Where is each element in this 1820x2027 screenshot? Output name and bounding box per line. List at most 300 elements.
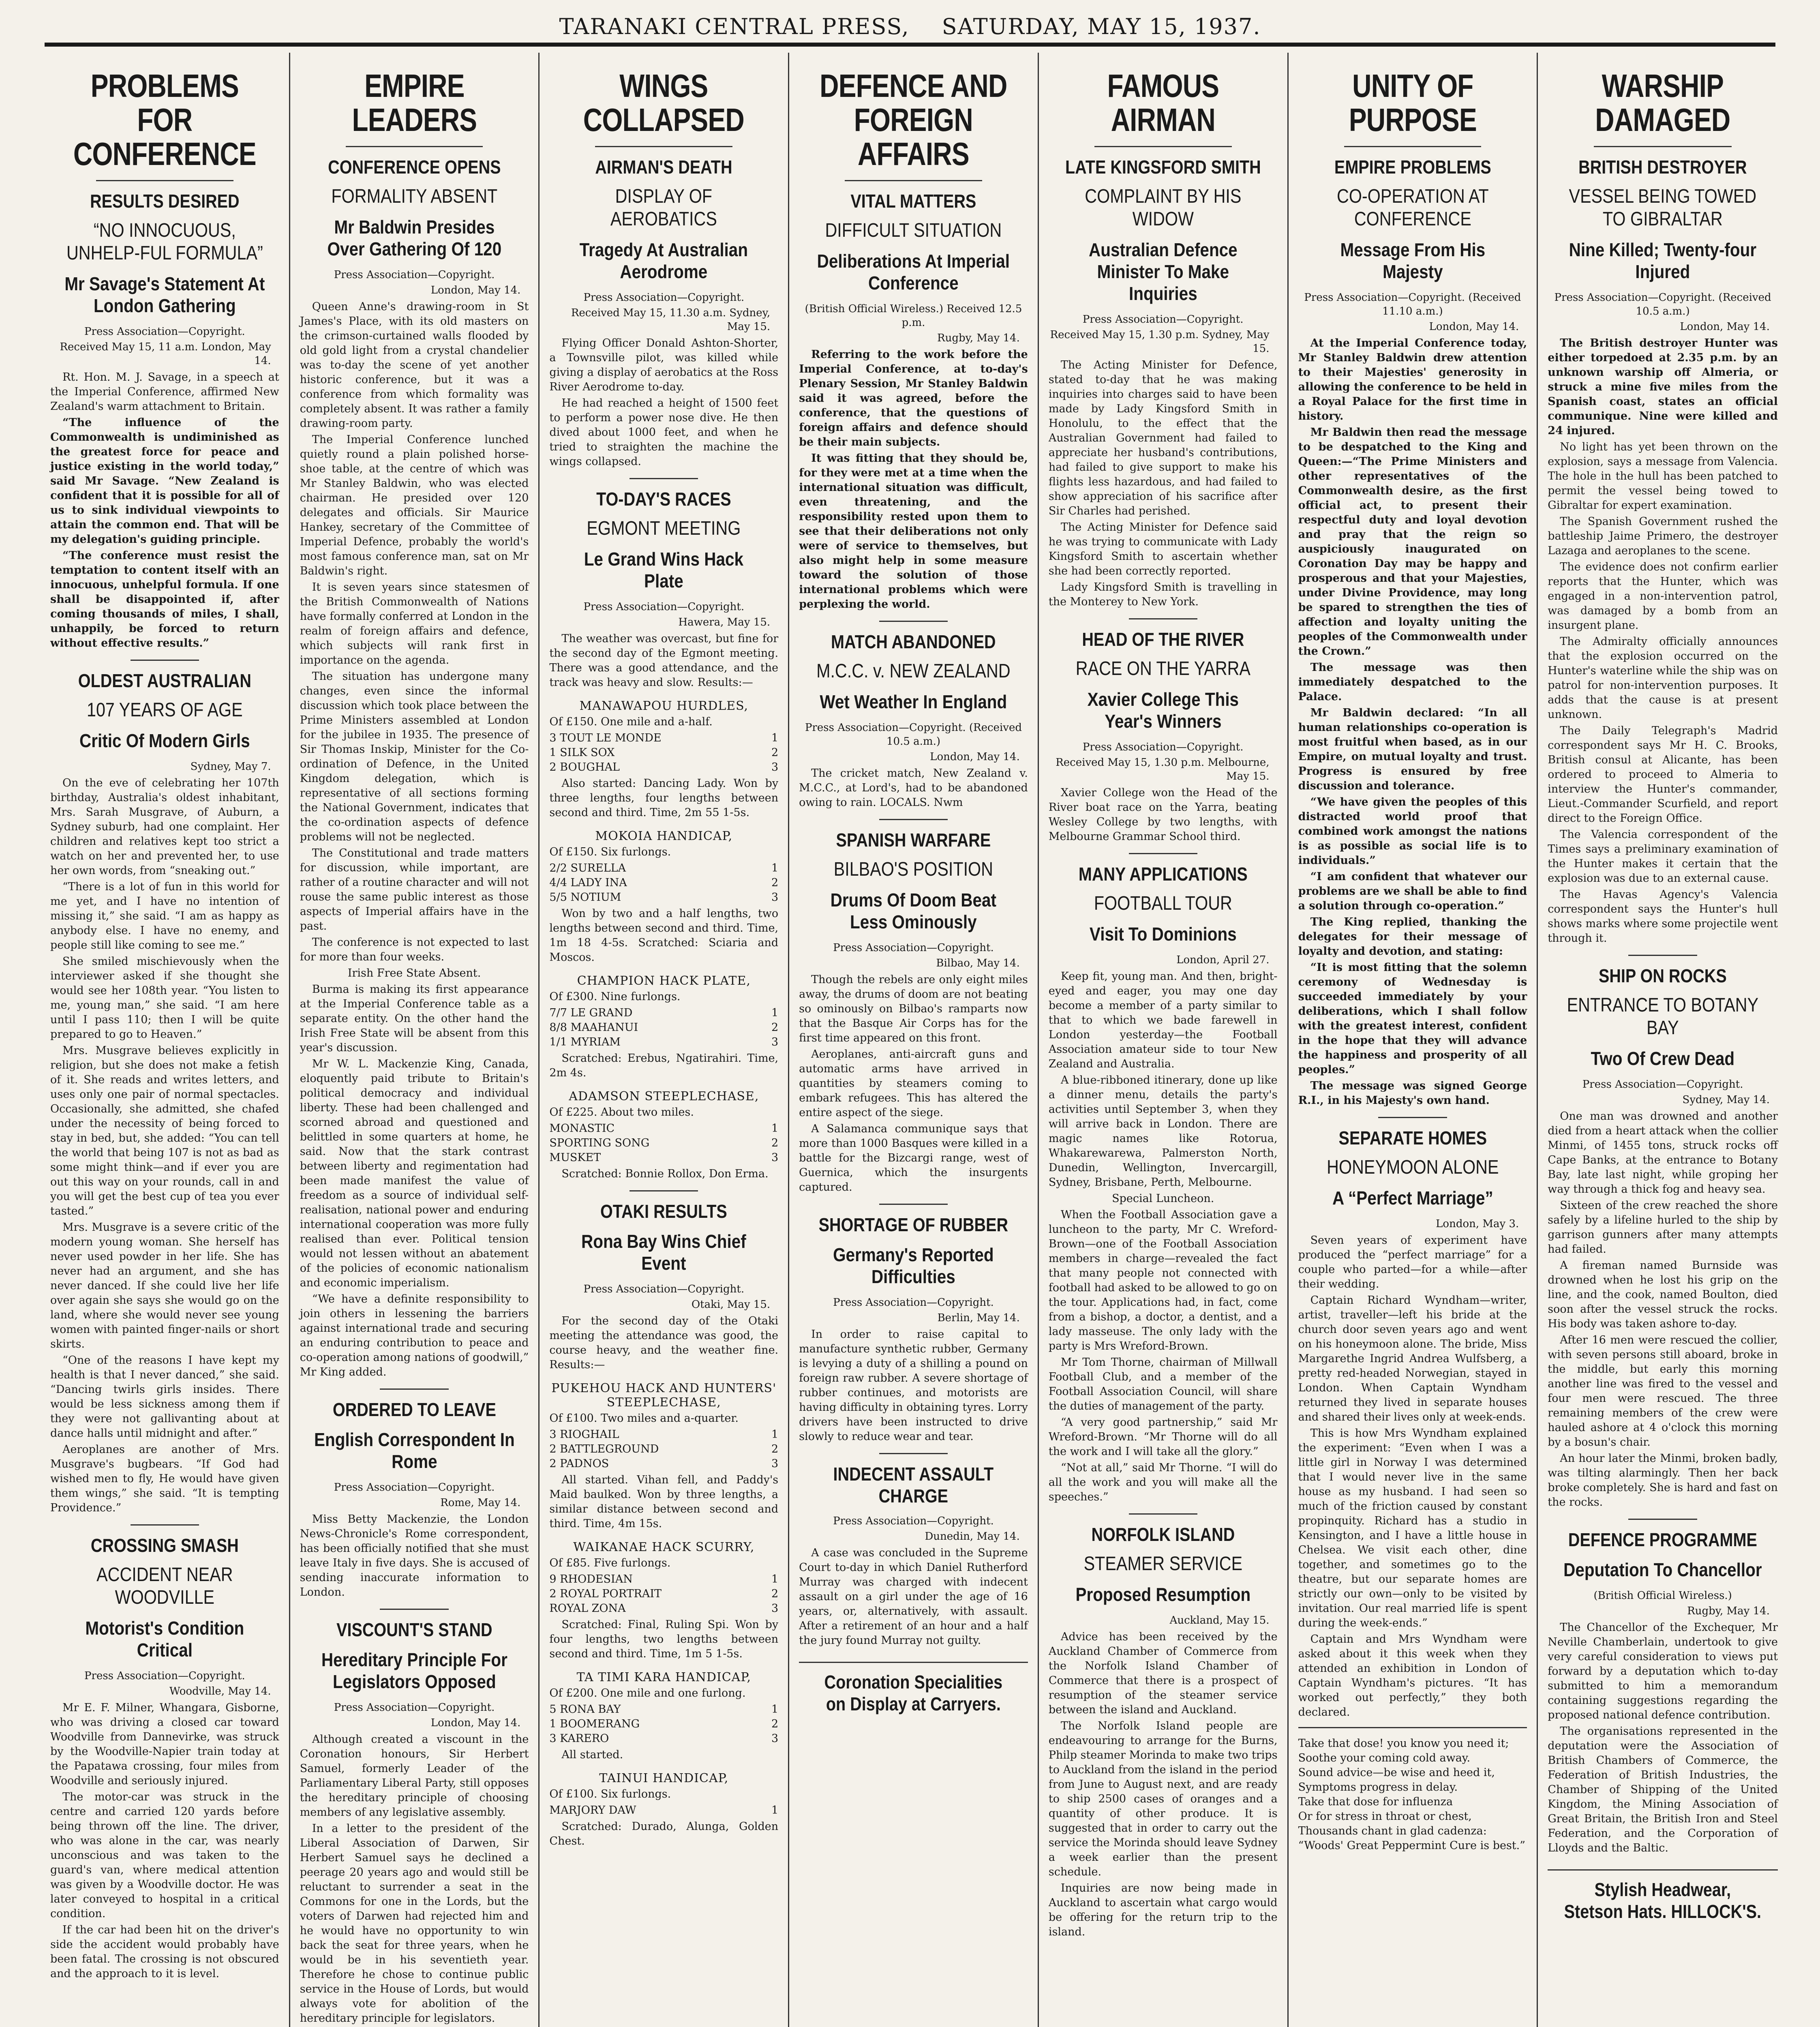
placings	[549, 1803, 778, 1818]
race-note: Won by two and a half lengths, two lengths between second and third. Time, 1m 18 4-5s. Scratched: Sciaria and Moscos.	[549, 907, 779, 964]
race-detail: Of £150. Six furlongs.	[549, 846, 671, 858]
headline: DEFENCE AND FOREIGN AFFAIRS	[820, 68, 1007, 172]
deck: M.C.C. v. NEW ZEALAND	[816, 660, 1011, 682]
paragraph: The message was signed George R.I., in his Majesty's own hand.	[1298, 1080, 1527, 1107]
kicker: Drums Of Doom Beat Less Ominously	[830, 889, 997, 932]
column-5	[1039, 53, 1289, 2027]
headline: EMPIRE LEADERS	[352, 68, 477, 138]
section-heading: INDECENT ASSAULT CHARGE	[833, 1463, 994, 1506]
paragraph: It is seven years since statesmen of the British Commonwealth of Nations have formally conferred at London in the realm of foreign affairs and defence, which subjects will rank first in importance on the agenda.	[300, 581, 529, 666]
credit-line: (British Official Wireless.)	[1593, 1590, 1732, 1602]
dateline: Hawera, May 15.	[678, 616, 771, 628]
paragraph: It was fitting that they should be, for they were met at a time when the international situation was difficult, even threatening, and the responsibility rested upon them to see that their deliberations not only were of service to themselves, but also might help in some measure toward the solution of those international problems which were perplexing the world.	[799, 452, 1028, 611]
kicker: Nine Killed; Twenty-four Injured	[1569, 239, 1757, 282]
race-note: Scratched: Bonnie Rollox, Don Erma.	[561, 1168, 769, 1180]
placing: 2	[771, 1021, 779, 1034]
placing-row	[549, 1601, 778, 1616]
deck: HONEYMOON ALONE	[1326, 1157, 1499, 1178]
horse-name: 8/8 MAAHANUI	[549, 1021, 638, 1034]
paragraph: A blue-ribboned itinerary, done up like a dinner menu, details the party's activities until September 3, when they will arrive back in London. There are magic names like Rotorua, Whakarewarewa, Palmerston North, Dunedin, Wellington, Invercargill, Sydney, Brisbane, Perth, Melbourne.	[1048, 1074, 1278, 1189]
race-name: ADAMSON STEEPLECHASE,	[569, 1089, 759, 1103]
dateline: London, May 3.	[1436, 1218, 1519, 1230]
paragraph: The Imperial Conference lunched quietly round a plain polished horse-shoe table, at the centre of which was Mr Stanley Baldwin, who was elected chairman. He presided over 120 delegates and officials. Sir Maurice Hankey, secretary of the Committee of Imperial Defence, probably the world's most famous conference man, sat on Mr Baldwin's right.	[300, 433, 529, 577]
horse-name: 4/4 LADY INA	[549, 876, 627, 889]
placings	[549, 861, 778, 905]
divider	[1594, 146, 1732, 147]
horse-name: 3 RIOGHAIL	[549, 1428, 619, 1441]
ad-text: Stylish Headwear, Stetson Hats. HILLOCK'S.	[1564, 1879, 1762, 1922]
placings	[549, 1121, 778, 1165]
paragraph: Xavier College won the Head of the River boat race on the Yarra, beating Wesley College by two lengths, with Melbourne Grammar School third.	[1048, 786, 1278, 843]
paragraph: Captain Richard Wyndham—writer, artist, traveller—left his bride at the church door seven years ago and went on his honeymoon alone. The bride, Miss Margarethe Ingrid Andrea Wulfsberg, a pretty red-headed Norwegian, stayed in London. When Captain Wyndham returned they lived in separate houses and shared their lives only at week-ends.	[1298, 1294, 1527, 1423]
paragraph: The Daily Telegraph's Madrid correspondent says Mr H. C. Brooks, British consul at Alicante, has been ordered to proceed to Almeria to interview the Hunter's commander, Lieut.-Commander Scurfield, and report direct to the Foreign Office.	[1548, 724, 1778, 825]
section-heading: OLDEST AUSTRALIAN	[78, 670, 251, 691]
credit-line: Press Association—Copyright.	[1582, 1078, 1743, 1091]
paragraph: “A very good partnership,” said Mr Wreford-Brown. “Mr Thorne will do all the work and I will take all the glory.”	[1048, 1416, 1278, 1458]
credit-line: Press Association—Copyright.	[334, 1481, 495, 1493]
divider	[380, 1609, 448, 1610]
headline: PROBLEMS FOR CONFERENCE	[73, 68, 256, 172]
kicker: Le Grand Wins Hack Plate	[584, 549, 744, 591]
credit-line: Press Association—Copyright. (Received 10.5 a.m.)	[1554, 291, 1771, 317]
paragraph: Aeroplanes, anti-aircraft guns and automatic arms have arrived in quantities by steamers coming to embark refugees. This has altered the entire aspect of the siege.	[799, 1048, 1028, 1119]
section-heading: OTAKI RESULTS	[600, 1201, 728, 1222]
paragraph: The weather was overcast, but fine for the second day of the Egmont meeting. There was a good attendance, and the track was heavy and slow. Results:—	[549, 632, 779, 689]
race-result	[549, 1771, 778, 1849]
placing: 2	[771, 1588, 779, 1600]
deck: DISPLAY OF AEROBATICS	[610, 186, 717, 230]
deck: VESSEL BEING TOWED TO GIBRALTAR	[1569, 186, 1757, 230]
horse-name: 2 BOUGHAL	[549, 761, 620, 774]
placing-row	[549, 1457, 778, 1471]
paragraph: “I am confident that whatever our problems are we shall be able to find a solution through co-operation.”	[1298, 870, 1527, 912]
placing-row	[549, 731, 778, 746]
placing: 3	[771, 1151, 779, 1164]
race-detail: Of £100. Six furlongs.	[549, 1788, 671, 1800]
horse-name: 1/1 MYRIAM	[549, 1036, 621, 1048]
paragraph: The cricket match, New Zealand v. M.C.C., at Lord's, had to be abandoned owing to rain. LOCALS. Nwm	[799, 767, 1028, 809]
race-detail: Of £225. About two miles.	[549, 1106, 694, 1118]
placing: 2	[771, 1137, 779, 1149]
paragraph: After 16 men were rescued the collier, with seven persons still aboard, broke in the middle, but early this morning another line was fired to the vessel and four men were rescued. The three remaining members of the crew were hauled ashore at 4 o'clock this morning by a bosun's chair.	[1548, 1334, 1778, 1448]
subhead-inline: Irish Free State Absent.	[347, 967, 481, 979]
placing-row	[549, 1731, 778, 1746]
paragraph: The evidence does not confirm earlier reports that the Hunter, which was engaged in a non-intervention patrol, was damaged by a bomb from an insurgent plane.	[1548, 561, 1778, 632]
verse-line: “Woods' Great Peppermint Cure is best.”	[1298, 1839, 1526, 1852]
paragraph: He had reached a height of 1500 feet to perform a power nose dive. He then dived about 1000 feet, and when he tried to straighten the machine the wings collapsed.	[549, 397, 779, 468]
race-result	[549, 1670, 778, 1762]
paragraph: “We have a definite responsibility to join others in lessening the barriers against international trade and securing an enduring contribution to peace and co-operation among nations of goodwill,” Mr King added.	[300, 1293, 529, 1378]
deck: CO-OPERATION AT CONFERENCE	[1336, 186, 1489, 230]
deck: ENTRANCE TO BOTANY BAY	[1567, 994, 1759, 1039]
kicker: Wet Weather In England	[820, 691, 1007, 712]
subhead-inline: Special Luncheon.	[1112, 1192, 1214, 1205]
paragraph: The Acting Minister for Defence, stated to-day that he was making inquiries into charges said to have been made by Lady Kingsford Smith in Honolulu, to the effect that the Australian Government had failed to appreciate her husband's contributions, had failed to give support to make his flights less hazardous, and had failed to show appreciation of his sacrifice after Sir Charles had perished.	[1048, 359, 1278, 517]
paragraph: “The conference must resist the temptation to content itself with an innocuous, unhelpful formula. If one shall be disappointed if, after coming thousands of miles, I shall, unhappily, be forced to return without effective results.”	[50, 549, 279, 649]
placing-row	[549, 1587, 778, 1601]
subheadline: EMPIRE PROBLEMS	[1334, 156, 1491, 178]
deck: EGMONT MEETING	[587, 518, 741, 539]
divider	[879, 1453, 948, 1454]
horse-name: 7/7 LE GRAND	[549, 1007, 633, 1019]
paragraph: In a letter to the president of the Liberal Association of Darwen, Sir Herbert Samuel says he declined a peerage 20 years ago and would still be reluctant to surrender a seat in the Commons for one in the Lords, but the voters of Darwen had rejected him and he would have no opportunity to win back the seat for three years, when he would be in his seventieth year. Therefore he chose to continue public service in the House of Lords, but would always vote for abolition of the hereditary principle for legislators.	[300, 1822, 529, 2025]
dateline: Sydney, May 14.	[1682, 1094, 1770, 1106]
paragraph: Though the rebels are only eight miles away, the drums of doom are not beating so ominously on Bilbao's ramparts now that the Basque Air Corps has for the first time appeared on this front.	[799, 973, 1028, 1044]
issue-date: SATURDAY, MAY 15, 1937.	[942, 14, 1261, 39]
paragraph: A case was concluded in the Supreme Court to-day in which Daniel Rutherford Murray was charged with indecent assault on a girl under the age of 16 years, or, alternatively, with assault. After a retirement of an hour and a half the jury found Murray not guilty.	[799, 1547, 1028, 1647]
credit-line: Press Association—Copyright.	[84, 1670, 245, 1682]
kicker: Motorist's Condition Critical	[85, 1618, 244, 1661]
headline: FAMOUS AIRMAN	[1107, 68, 1219, 138]
paragraph: If the car had been hit on the driver's side the accident would probably have been fatal. The crossing is not obscured and the approach to it is level.	[50, 1924, 279, 1980]
placing-row	[549, 1803, 778, 1818]
divider	[879, 1204, 948, 1205]
kicker: Deputation To Chancellor	[1563, 1559, 1762, 1580]
horse-name: MUSKET	[549, 1151, 601, 1164]
dateline: London, May 14.	[430, 284, 521, 296]
verse-line: Symptoms progress in delay.	[1298, 1781, 1458, 1793]
credit-line: Press Association—Copyright.	[583, 601, 745, 613]
paragraph: For the second day of the Otaki meeting the attendance was good, the course heavy, and the weather fine. Results:—	[549, 1315, 779, 1371]
kicker: Tragedy At Australian Aerodrome	[580, 239, 748, 282]
placing: 1	[771, 1428, 779, 1441]
section-heading: SHORTAGE OF RUBBER	[818, 1214, 1008, 1235]
paragraph: “Not at all,” said Mr Thorne. “I will do all the work and you will make all the speeches.”	[1048, 1461, 1278, 1503]
paragraph: At the Imperial Conference today, Mr Stanley Baldwin drew attention to their Majesties' generosity in allowing the conference to be held in a Royal Palace for the first time in history.	[1298, 337, 1527, 422]
section-heading: TO-DAY'S RACES	[596, 489, 732, 510]
ad-text: Coronation Specialities on Display at Carryers.	[824, 1671, 1003, 1714]
paragraph: Mrs. Musgrave is a severe critic of the modern young woman. She herself has never used powder in her life. She has never had an argument, and she has never danced. If she could live her life over again she says she would go on the land, where she would never see young women with painted finger-nails or short skirts.	[50, 1221, 279, 1350]
race-name: CHAMPION HACK PLATE,	[577, 974, 751, 988]
placing-row	[549, 1151, 778, 1165]
kicker: Hereditary Principle For Legislators Opposed	[321, 1649, 507, 1692]
dateline: London, April 27.	[1176, 954, 1270, 966]
race-detail: Of £85. Five furlongs.	[549, 1557, 671, 1569]
section-heading: MANY APPLICATIONS	[1078, 864, 1248, 885]
paragraph: Burma is making its first appearance at the Imperial Conference table as a separate entity. On the other hand the Irish Free State will be absent from this year's discussion.	[300, 983, 529, 1054]
placing: 1	[771, 1122, 779, 1135]
dateline: Received May 15, 11.30 a.m. Sydney, May 15.	[571, 307, 771, 333]
dateline: Rugby, May 14.	[1687, 1605, 1770, 1617]
paragraph: The Chancellor of the Exchequer, Mr Neville Chamberlain, undertook to give very careful consideration to views put forward by a deputation which to-day submitted to him a memorandum containing suggestions regarding the proposed national defence contribution.	[1548, 1621, 1778, 1721]
kicker: A “Perfect Marriage”	[1332, 1187, 1493, 1208]
paragraph: The Valencia correspondent of the Times says a preliminary examination of the Hunter makes it certain that the explosion was due to an external cause.	[1548, 828, 1778, 885]
race-note: Also started: Dancing Lady. Won by three lengths, four lengths between second and third. Time, 2m 55 1-5s.	[549, 777, 779, 819]
kicker: Proposed Resumption	[1075, 1584, 1251, 1605]
section-heading: NORFOLK ISLAND	[1091, 1524, 1235, 1545]
section-heading: ORDERED TO LEAVE	[332, 1399, 496, 1420]
subheadline: CONFERENCE OPENS	[328, 156, 501, 178]
masthead	[45, 8, 1775, 47]
paragraph: Although created a viscount in the Coronation honours, Sir Herbert Samuel, formerly Leader of the Parliamentary Liberal Party, still opposes the hereditary principle of choosing members of any legislative assembly.	[300, 1733, 529, 1819]
paragraph: The British destroyer Hunter was either torpedoed at 2.35 p.m. by an unknown warship off Almeria, or struck a mine five miles from the Spanish coast, states an official communique. Nine were killed and 24 injured.	[1548, 337, 1778, 437]
divider	[1344, 146, 1482, 147]
divider	[630, 478, 698, 479]
credit-line: Press Association—Copyright.	[833, 942, 994, 954]
paragraph: Queen Anne's drawing-room in St James's Place, with its old masters on the crimson-curtained walls flooded by old gold light from a crystal chandelier was to-day the scene of yet another historic conference, but it was a conference from which formality was completely absent. It was rather a family drawing-room party.	[300, 300, 529, 430]
paragraph: A Salamanca communique says that more than 1000 Basques were killed in a battle for the Bizcargi range, west of Guernica, which the insurgents captured.	[799, 1123, 1028, 1193]
kicker: Australian Defence Minister To Make Inquiries	[1088, 239, 1238, 304]
paragraph: The motor-car was struck in the centre and carried 120 yards before being thrown off the line. The driver, who was alone in the car, was nearly unconscious and was taken to the guard's van, where medical attention was given by a Woodville doctor. He was later conveyed to hospital in a critical condition.	[50, 1791, 279, 1920]
placing-row	[549, 1442, 778, 1457]
subheadline: BRITISH DESTROYER	[1578, 156, 1747, 178]
race-detail: Of £200. One mile and one furlong.	[549, 1687, 746, 1699]
horse-name: MONASTIC	[549, 1122, 615, 1135]
dateline: Received May 15, 11 a.m. London, May 14.	[60, 341, 271, 367]
subheadline: LATE KINGSFORD SMITH	[1065, 156, 1261, 178]
placing: 3	[771, 1602, 779, 1615]
placing: 1	[771, 1804, 779, 1817]
divider	[595, 146, 732, 147]
horse-name: 9 RHODESIAN	[549, 1573, 633, 1586]
paragraph: In order to raise capital to manufacture synthetic rubber, Germany is levying a duty of a shilling a pound on foreign raw rubber. A severe shortage of rubber continues, and motorists are having difficulty in obtaining tyres. Lorry drivers have been instructed to drive slowly to reduce wear and tear.	[799, 1328, 1028, 1443]
paragraph: Mr Tom Thorne, chairman of Millwall Football Club, and a member of the Football Association Council, will share the duties of management of the party.	[1048, 1356, 1278, 1412]
placing-row	[549, 1717, 778, 1731]
paragraph: Sixteen of the crew reached the shore safely by a lifeline hurled to the ship by garrison gunners after many attempts had failed.	[1548, 1199, 1778, 1256]
subheadline: RESULTS DESIRED	[90, 191, 240, 212]
verse-line: Or for stress in throat or chest,	[1298, 1810, 1472, 1823]
section-heading: VISCOUNT'S STAND	[336, 1619, 492, 1640]
race-detail: Of £100. Two miles and a-quarter.	[549, 1412, 739, 1425]
race-name: TA TIMI KARA HANDICAP,	[576, 1670, 751, 1684]
subheadline: AIRMAN'S DEATH	[595, 156, 732, 178]
placing: 3	[771, 1732, 779, 1745]
divider	[1378, 1117, 1447, 1118]
dateline: Rugby, May 14.	[937, 332, 1020, 344]
advertisement	[799, 1662, 1028, 1715]
dateline: London, May 14.	[430, 1717, 521, 1729]
race-name: WAIKANAE HACK SCURRY,	[573, 1540, 755, 1554]
kicker: Two Of Crew Dead	[1591, 1048, 1735, 1069]
divider	[1628, 955, 1697, 956]
kicker: Critic Of Modern Girls	[79, 730, 250, 751]
section-heading: HEAD OF THE RIVER	[1082, 629, 1244, 650]
paragraph: The Acting Minister for Defence said he was trying to communicate with Lady Kingsford Smith to ascertain whether she had been correctly reported.	[1048, 521, 1278, 577]
paragraph: Rt. Hon. M. J. Savage, in a speech at the Imperial Conference, affirmed New Zealand's warm attachment to Britain.	[50, 371, 279, 413]
kicker: Mr Baldwin Presides Over Gathering Of 120	[327, 216, 501, 259]
race-name: TAINUI HANDICAP,	[599, 1771, 729, 1785]
placing-row	[549, 1427, 778, 1442]
credit-line: Press Association—Copyright. (Received 10.5 a.m.)	[805, 722, 1022, 748]
horse-name: 2 BATTLEGROUND	[549, 1443, 659, 1455]
headline: UNITY OF PURPOSE	[1349, 68, 1477, 138]
column-7	[1538, 53, 1788, 2027]
placings	[549, 1427, 778, 1471]
paragraph: The conference is not expected to last for more than four weeks.	[300, 936, 529, 963]
paragraph: The Admiralty officially announces that the explosion occurred on the Hunter's waterline while the ship was on patrol for non-intervention purposes. It adds that the cause is at present unknown.	[1548, 635, 1778, 721]
divider	[1129, 618, 1197, 619]
race-note: All started.	[561, 1748, 623, 1761]
column-6	[1289, 53, 1538, 2027]
subheadline: VITAL MATTERS	[850, 191, 976, 212]
credit-line: (British Official Wireless.) Received 12.5 p.m.	[805, 303, 1022, 329]
paragraph: The organisations represented in the deputation were the Association of British Chambers of Commerce, the Federation of British Industries, the Chamber of Shipping of the United Kingdom, the Mining Association of Great Britain, the British Iron and Steel Federation, and the Corporation of Lloyds and the Baltic.	[1548, 1725, 1778, 1854]
kicker: English Correspondent In Rome	[314, 1429, 515, 1472]
paragraph: No light has yet been thrown on the explosion, says a message from Valencia. The hole in the hull has been patched to permit the vessel being towed to Gibraltar for expert examination.	[1548, 441, 1778, 512]
placing: 3	[771, 1457, 779, 1470]
section-heading: SEPARATE HOMES	[1338, 1127, 1487, 1148]
paragraph: The Constitutional and trade matters for discussion, while important, are rather of a routine character and will not rouse the same public interest as those aspects of Imperial affairs have in the past.	[300, 847, 529, 932]
placing: 1	[771, 1007, 779, 1019]
placing-row	[549, 1572, 778, 1587]
paragraph: Mr W. L. Mackenzie King, Canada, eloquently paid tribute to Britain's political democracy and individual liberty. These had been challenged and scorned abroad and questioned and belittled in some quarters at home, he said. Now that the stark contrast between liberty and regimentation had been made manifest the value of freedom as a source of individual self-realisation, national power and enduring international cooperation was more fully realised than ever. Political tension would not lessen without an abatement of the policies of economic nationalism and economic imperialism.	[300, 1058, 529, 1289]
placing-row	[549, 746, 778, 760]
race-result	[549, 1381, 778, 1531]
page-columns	[41, 53, 1788, 2027]
kicker: Mr Savage's Statement At London Gathering	[64, 273, 265, 316]
deck: COMPLAINT BY HIS WIDOW	[1085, 186, 1242, 230]
divider	[879, 819, 948, 820]
divider	[1094, 146, 1232, 147]
column-2	[290, 53, 540, 2027]
paragraph: The situation has undergone many changes, even since the informal discussion which took place between the Prime Ministers assembled at London for the jubilee in 1935. The presence of Sir Thomas Inskip, Minister for the Co-ordination of Defence, in the United Kingdom delegation, which is representative of all sections forming the National Government, indicates that the co-ordination aspects of defence problems will not be neglected.	[300, 670, 529, 843]
paragraph: When the Football Association gave a luncheon to the party, Mr C. Wreford-Brown—one of the Football Association members in charge—revealed the fact that many people not connected with football had asked to be allowed to go on the tour. Applications had, in fact, come from a bishop, a doctor, a dentist, and a lady masseuse. The only lady with the party is Mrs Wreford-Brown.	[1048, 1208, 1278, 1352]
paragraph: Referring to the work before the Imperial Conference, at to-day's Plenary Session, Mr Stanley Baldwin said it was agreed, before the conference, that the questions of foreign affairs and defence should be their main subjects.	[799, 348, 1028, 448]
race-name: MOKOIA HANDICAP,	[595, 829, 733, 843]
paragraph: “The influence of the Commonwealth is undiminished as the greatest force for peace and justice existing in the world today,” said Mr Savage. “New Zealand is confident that it is possible for all of us to sink individual viewpoints to attain the common end. That will be my delegation's guiding principle.	[50, 416, 279, 546]
dateline: Dunedin, May 14.	[925, 1530, 1020, 1543]
horse-name: 1 BOOMERANG	[549, 1718, 640, 1730]
paragraph: An hour later the Minmi, broken badly, was tilting alarmingly. Then her back broke completely. She is hard and fast on the rocks.	[1548, 1452, 1778, 1508]
paragraph: The Spanish Government rushed the battleship Jaime Primero, the destroyer Lazaga and aeroplanes to the scene.	[1548, 515, 1778, 557]
race-detail: Of £300. Nine furlongs.	[549, 990, 681, 1003]
paragraph: One man was drowned and another died from a heart attack when the collier Minmi, of 1455 tons, struck rocks off Cape Banks, at the entrance to Botany Bay, late last night, while groping her way through a thick fog and heavy sea.	[1548, 1110, 1778, 1196]
column-4	[789, 53, 1039, 2027]
credit-line: Press Association—Copyright.	[583, 291, 745, 304]
kicker: Germany's Reported Difficulties	[833, 1244, 994, 1287]
race-note: Scratched: Erebus, Ngatirahiri. Time, 2m 4s.	[549, 1052, 779, 1079]
race-result	[549, 1540, 778, 1661]
credit-line: Press Association—Copyright.	[84, 326, 245, 338]
placing-row	[549, 760, 778, 775]
dateline: Bilbao, May 14.	[936, 957, 1020, 969]
dateline: London, May 14.	[930, 751, 1020, 763]
race-note: Scratched: Durado, Alunga, Golden Chest.	[549, 1820, 779, 1847]
divider	[380, 1388, 448, 1390]
placing-row	[549, 1136, 778, 1151]
paragraph: Lady Kingsford Smith is travelling in the Monterey to New York.	[1048, 581, 1278, 608]
paragraph: The Norfolk Island people are endeavouring to arrange for the Burns, Philp steamer Morinda to make two trips to Auckland from the island in the period from June to August next, and are ready to ship 2500 cases of oranges and a quantity of other produce. It is suggested that in order to carry out the service the Morinda should leave Sydney a week earlier than the present schedule.	[1048, 1720, 1278, 1878]
credit-line: Press Association—Copyright.	[1082, 741, 1244, 753]
deck: RACE ON THE YARRA	[1075, 658, 1250, 679]
horse-name: 5/5 NOTIUM	[549, 891, 621, 904]
headline: WINGS COLLAPSED	[583, 68, 745, 138]
deck: DIFFICULT SITUATION	[825, 220, 1002, 241]
divider	[879, 621, 948, 622]
divider	[1129, 1513, 1197, 1515]
race-name: PUKEHOU HACK AND HUNTERS' STEEPLECHASE,	[551, 1381, 777, 1410]
placing: 3	[771, 761, 779, 774]
advertisement	[1548, 1869, 1778, 1922]
paragraph: On the eve of celebrating her 107th birthday, Australia's oldest inhabitant, Mrs. Sarah Musgrave, of Auburn, a Sydney suburb, had one complaint. Her children and relatives kept too strict a watch on her and prevented her, to use her own words, from “sneaking out.”	[50, 777, 279, 877]
horse-name: 3 TOUT LE MONDE	[549, 732, 662, 744]
divider	[346, 146, 483, 147]
paragraph: Captain and Mrs Wyndham were asked about it this week when they attended an exhibition in London of Captain Wyndham's pictures. “It has worked out perfectly,” they both declared.	[1298, 1633, 1527, 1718]
deck: STEAMER SERVICE	[1083, 1553, 1242, 1575]
dateline: Auckland, May 15.	[1169, 1614, 1270, 1626]
placing: 2	[771, 1443, 779, 1455]
advertisement-verse	[1298, 1727, 1527, 1853]
column-3	[540, 53, 789, 2027]
credit-line: Press Association—Copyright.	[334, 269, 495, 281]
section-heading: DEFENCE PROGRAMME	[1568, 1529, 1758, 1550]
kicker: Message From His Majesty	[1340, 239, 1485, 282]
placings	[549, 731, 778, 775]
race-result	[549, 699, 778, 820]
placing-row	[549, 861, 778, 876]
placing: 2	[771, 1718, 779, 1730]
placing-row	[549, 1702, 778, 1717]
placing: 2	[771, 876, 779, 889]
dateline: London, May 14.	[1429, 321, 1519, 333]
divider	[131, 660, 199, 661]
credit-line: Press Association—Copyright.	[334, 1701, 495, 1714]
divider	[630, 1190, 698, 1191]
race-result	[549, 974, 778, 1080]
race-detail: Of £150. One mile and a-half.	[549, 716, 713, 728]
paragraph: “One of the reasons I have kept my health is that I never danced,” she said. “Dancing twirls girls insides. There would be less sickness among them if they were not gallivanting about at dance halls until midnight and after.”	[50, 1354, 279, 1440]
placings	[549, 1572, 778, 1616]
kicker: Deliberations At Imperial Conference	[817, 251, 1010, 294]
paragraph: Advice has been received by the Auckland Chamber of Commerce from the Norfolk Island Chamber of Commerce that there is a prospect of resumption of the steamer service between the island and Auckland.	[1048, 1631, 1278, 1716]
kicker: Rona Bay Wins Chief Event	[581, 1231, 747, 1274]
dateline: London, May 14.	[1680, 321, 1770, 333]
verse-line: Soothe your coming cold away.	[1298, 1752, 1471, 1764]
dateline: Otaki, May 15.	[691, 1298, 771, 1311]
verse-line: Sound advice—be wise and heed it,	[1298, 1766, 1495, 1779]
section-heading: CROSSING SMASH	[90, 1535, 239, 1556]
paragraph: Seven years of experiment have produced the “perfect marriage” for a couple who parted—for a while—after their wedding.	[1298, 1234, 1527, 1290]
paragraph: “There is a lot of fun in this world for me yet, and I have no intention of missing it,” she said. “I am as happy as anybody else. I have no enemy, and people still like coming to see me.”	[50, 881, 279, 951]
dateline: Woodville, May 14.	[169, 1685, 271, 1697]
race-note: All started. Vihan fell, and Paddy's Maid baulked. Won by three lengths, a similar distance between second and third. Time, 4m 15s.	[549, 1474, 779, 1530]
dateline: Rome, May 14.	[440, 1497, 521, 1509]
deck: 107 YEARS OF AGE	[87, 699, 243, 721]
race-result	[549, 829, 778, 965]
placing-row	[549, 890, 778, 905]
divider	[1628, 1519, 1697, 1520]
placings	[549, 1702, 778, 1746]
paragraph: Keep fit, young man. And then, bright-eyed and eager, you may one day become a member of a party similar to that to which we bade farewell in London yesterday—the Football Association amateur side to tour New Zealand and Australia.	[1048, 970, 1278, 1070]
column-1	[41, 53, 290, 2027]
paragraph: Aeroplanes are another of Mrs. Musgrave's bugbears. “If God had wished men to fly, He would have given them wings,” she said. “It is tempting Providence.”	[50, 1443, 279, 1514]
dateline: Received May 15, 1.30 p.m. Melbourne, May 15.	[1056, 756, 1270, 782]
deck: BILBAO'S POSITION	[833, 859, 994, 880]
kicker: Xavier College This Year's Winners	[1087, 689, 1239, 732]
paragraph: This is how Mrs Wyndham explained the experiment: “Even when I was a little girl in Norway I was determined that I would never live in the same house as my husband. I had seen so much of the friction caused by constant propinquity. Richard has a studio in Kensington, and I have a little house in Chelsea. We visit each other, dine together, and sometimes go to the theatre, but our separate homes are strictly our own—only to be visited by invitation. Our real married life is spent during the week-ends.”	[1298, 1427, 1527, 1629]
verse-line: Take that dose! you know you need it;	[1298, 1737, 1509, 1750]
divider	[845, 180, 982, 181]
placing-row	[549, 1035, 778, 1050]
placing: 1	[771, 732, 779, 744]
paragraph: Flying Officer Donald Ashton-Shorter, a Townsville pilot, was killed while giving a display of aerobatics at the Ross River Aerodrome to-day.	[549, 337, 779, 393]
paragraph: A fireman named Burnside was drowned when he lost his grip on the line, and the cook, named Boulton, died soon after the vessel struck the rocks. His body was taken ashore to-day.	[1548, 1259, 1778, 1330]
paragraph: Mr Baldwin declared: “In all human relationships co-operation is most fruitful when based, as in our Empire, on mutual loyalty and trust. Progress is ensured by free discussion and tolerance.	[1298, 707, 1527, 792]
paragraph: The Havas Agency's Valencia correspondent says the Hunter's hull shows marks where some projectile went through it.	[1548, 888, 1778, 945]
placing-row	[549, 1121, 778, 1136]
placing-row	[549, 1020, 778, 1035]
paragraph: Mr Baldwin then read the message to be despatched to the King and Queen:—“The Prime Ministers and other representatives of the Commonwealth desire, as the first official act, to present their respectful duty and loyal devotion and pray that the reign so auspiciously inaugurated on Coronation Day may be happy and prosperous and that your Majesties, under Divine Providence, may long be spared to strengthen the ties of affection and loyalty uniting the peoples of the Commonwealth under the Crown.”	[1298, 426, 1527, 658]
paragraph: Mr E. F. Milner, Whangara, Gisborne, who was driving a closed car toward Woodville from Dannevirke, was struck by the Woodville-Napier train today at the Papatawa crossing, four miles from Woodville and seriously injured.	[50, 1701, 279, 1787]
placing: 1	[771, 1573, 779, 1586]
paragraph: Inquiries are now being made in Auckland to ascertain what cargo would be offering for the return trip to the island.	[1048, 1882, 1278, 1938]
paragraph: She smiled mischievously when the interviewer asked if she thought she would see her 108th year. “You listen to me, young man,” she said. “I am here until I pass 110; then I will be quite prepared to go to Heaven.”	[50, 955, 279, 1041]
paragraph: Miss Betty Mackenzie, the London News-Chronicle's Rome correspondent, has been officially notified that she must leave Italy in five days. She is accused of sending inaccurate information to London.	[300, 1513, 529, 1598]
paragraph: The King replied, thanking the delegates for their message of loyalty and devotion, and stating:	[1298, 916, 1527, 958]
dateline: Berlin, May 14.	[937, 1312, 1020, 1324]
horse-name: 2 ROYAL PORTRAIT	[549, 1588, 662, 1600]
placing-row	[549, 876, 778, 890]
